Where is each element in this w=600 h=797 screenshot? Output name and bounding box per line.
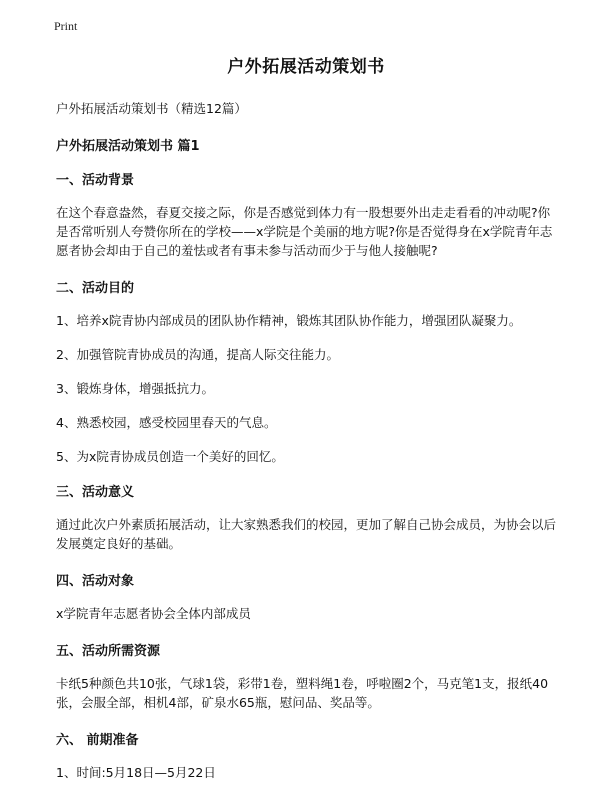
section-heading: 五、活动所需资源 — [56, 644, 161, 659]
section-heading: 六、 前期准备 — [56, 733, 139, 748]
section-heading: 二、活动目的 — [56, 281, 135, 296]
list-item: 5、为x院青协成员创造一个美好的回忆。 — [56, 449, 284, 464]
list-item: 1、时间:5月18日—5月22日 — [56, 765, 216, 780]
section-heading: 四、活动对象 — [56, 574, 135, 589]
section-paragraph: 在这个春意盎然，春夏交接之际，你是否感觉到体力有一股想要外出走走看看的冲动呢?你是否常听别人夸赞你所在的学校——x学院是个美丽的地方呢?你是否觉得身在x学院青年志愿者协会却由于自己的羞怯或者有事未参与活动而少于与他人接触呢? — [56, 205, 553, 258]
section-purpose — [56, 277, 556, 466]
section-heading: 三、活动意义 — [56, 485, 135, 500]
print-label: Print — [54, 19, 78, 33]
section-paragraph: x学院青年志愿者协会全体内部成员 — [56, 606, 251, 621]
list-item: 2、加强管院青协成员的沟通，提高人际交往能力。 — [56, 347, 339, 362]
document-subtitle: 户外拓展活动策划书（精选12篇） — [56, 101, 247, 116]
section-preparation — [56, 729, 556, 782]
section-significance — [56, 481, 556, 553]
list-item: 4、熟悉校园，感受校园里春天的气息。 — [56, 415, 277, 430]
section-resources — [56, 640, 556, 712]
document-title: 户外拓展活动策划书 — [227, 57, 385, 77]
list-item: 1、培养x院青协内部成员的团队协作精神，锻炼其团队协作能力，增强团队凝聚力。 — [56, 313, 522, 328]
document — [56, 52, 556, 797]
section-audience — [56, 570, 556, 623]
section-background — [56, 169, 556, 260]
article-title: 户外拓展活动策划书 篇1 — [56, 139, 200, 154]
section-paragraph: 卡纸5种颜色共10张，气球1袋，彩带1卷，塑料绳1卷，呼啦圈2个，马克笔1支，报纸40张，会服全部，相机4部，矿泉水65瓶，慰问品、奖品等。 — [56, 676, 549, 710]
section-heading: 一、活动背景 — [56, 173, 135, 188]
section-paragraph: 通过此次户外素质拓展活动，让大家熟悉我们的校园，更加了解自己协会成员，为协会以后发展奠定良好的基础。 — [56, 517, 557, 551]
list-item: 3、锻炼身体，增强抵抗力。 — [56, 381, 214, 396]
